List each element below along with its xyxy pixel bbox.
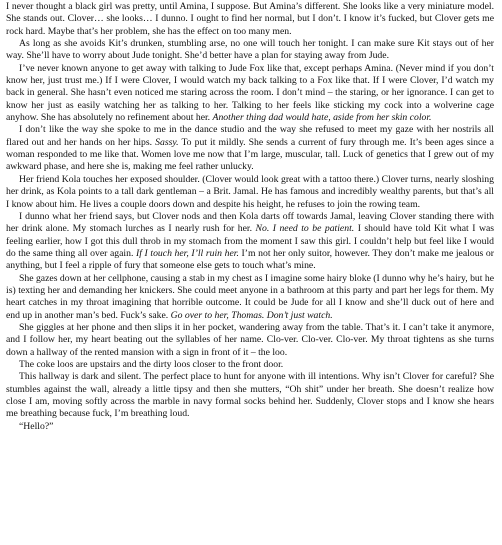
paragraph	[6, 322, 494, 359]
italic-text: Go over to her, Thomas. Don’t just watch.	[170, 309, 333, 321]
text-run: The coke loos are upstairs and the dirty loos closer to the front door.	[19, 358, 284, 370]
paragraph	[6, 174, 494, 211]
text-run: She giggles at her phone and then slips it in her pocket, wandering away from the table. That’s it. I can’t take it anymore, and I follow her, my heart beating out the syllables of her name. Clo-ver. Clo-ver. Clo-ver. My throat tightens as she turns down a hallway of the rented mansion with a sign in front of it – the loo.	[6, 321, 494, 358]
paragraph	[6, 211, 494, 273]
text-run: “Hello?”	[19, 420, 54, 432]
text-run: I should have told Kit what I was feeling earlier, how I got this dull throb in my stomach from the moment I saw this girl. I couldn’t help but feel like I would do the same thing all over again.	[6, 223, 495, 259]
italic-text: Sassy.	[155, 136, 179, 148]
italic-text: If I touch her, I’ll ruin her.	[136, 247, 239, 259]
text-run: As long as she avoids Kit’s drunken, stumbling arse, no one will touch her tonight. I can make sure Kit stays out of her way. She’ll have to worry about Jude tonight. She’d better have a plan for staying away from Jude.	[6, 38, 494, 62]
text-run: I dunno what her friend says, but Clover nods and then Kola darts off towards Jamal, leaving Clover standing there with her drink alone. My stomach lurches as I nearly rush for her.	[6, 210, 494, 235]
paragraph	[6, 124, 494, 173]
text-run: I don’t like the way she spoke to me in the dance studio and the way she refused to meet my gaze with her nostrils all flared out and her hands on her hips.	[6, 124, 494, 148]
text-run: This hallway is dark and silent. The perfect place to hunt for anyone with ill intentions. Why isn’t Clover for careful? She stumbles against the wall, already a little tipsy and then she mutters, “Oh shit” under her breath. She doesn’t realize how close I am, moving softly across the marble in navy formal socks behind her. Suddenly, Clover stops and I know she hears me breathing because fuck, I’m breathing loud.	[6, 371, 494, 420]
paragraph	[6, 421, 494, 433]
text-run: I never thought a black girl was pretty, until Amina, I suppose. But Amina’s different. She looks like a very miniature model. She stands out. Clover… she looks… I dunno. I ought to find her normal, but I don’t. I know it’s fucked, but Clover gets me rock hard. Maybe that’s her problem, she has the effect on too many men.	[6, 1, 494, 37]
text-run: To put it mildly. She sends a current of fury through me. It’s been ages since a woman responded to me like that. Women love me now that I’m large, muscular, tall. Luck of genetics that I grew out of my awkward phase, and here she is, making me feel rather unlucky.	[6, 136, 494, 173]
paragraph	[6, 63, 494, 125]
paragraph	[6, 273, 494, 322]
paragraph	[6, 371, 494, 420]
text-run: I’ve never known anyone to get away with talking to Jude Fox like that, except perhaps Amina. (Never mind if you don’t know her, just trust me.) If I were Clover, I would watch my back talking to a Fox like that. If I were Clover, I’d watch my back in general. She hasn’t even noticed me staring across the room. I don’t mind – the staring, or her ignorance. I can get to know her just as easily watching her as talking to her. Talking to her feels like sticking my cock into a wolverine cage anyhow. She has absolutely no refinement about her.	[6, 62, 494, 124]
italic-text: Another thing dad would hate, aside from her skin color.	[212, 112, 432, 124]
text-run: Her friend Kola touches her exposed shoulder. (Clover would look great with a tattoo there.) Clover turns, nearly sloshing her drink, as Kola points to a tall dark gentleman – a Brit. Jamal. He has famous and incredibly wealthy parents, but that’s all I know about him. He lives a couple doors down and despite his height, he refuses to join the rowing team.	[6, 173, 494, 210]
paragraph	[6, 1, 494, 38]
text-run: She gazes down at her cellphone, causing a stab in my chest as I imagine some hairy bloke (I dunno why he’s hairy, but he is) texting her and demanding her knickers. She could meet anyone in a bathroom at this party and part her legs for them. My heart catches in my throat imagining that horrible outcome. It could be Jude for all I know and she’ll duck out of here and end up in another man’s bed. Fuck’s sake.	[6, 272, 495, 321]
paragraph	[6, 359, 494, 371]
paragraph	[6, 38, 494, 63]
text-run: I’m not her only suitor, however. They don’t make me jealous or anything, but I feel a ripple of fury that someone else gets to touch what’s mine.	[6, 247, 495, 272]
italic-text: No. I need to be patient.	[255, 223, 355, 235]
